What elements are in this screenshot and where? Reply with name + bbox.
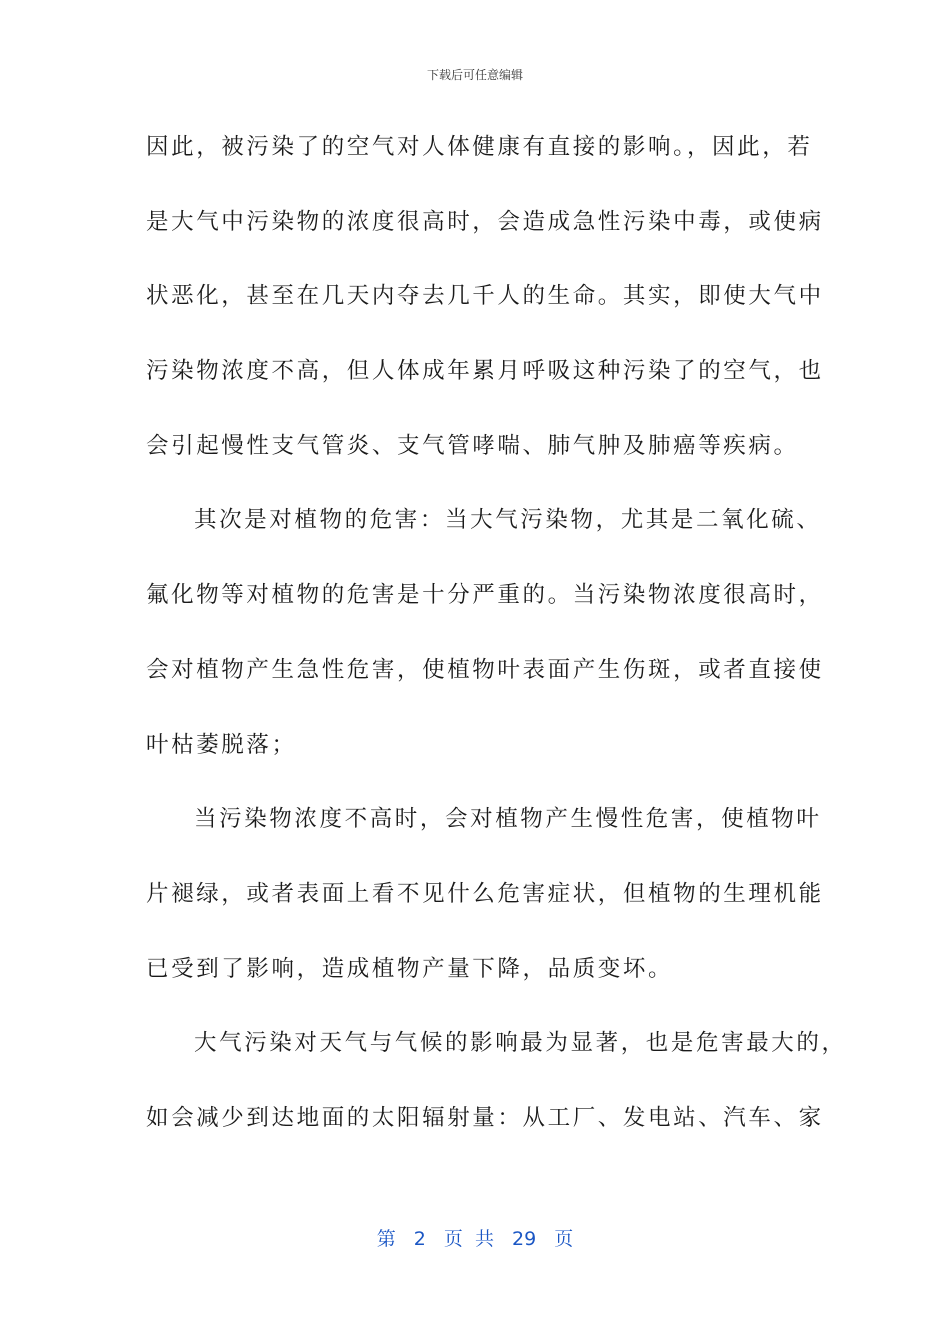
text-line: 会对植物产生急性危害，使植物叶表面产生伤斑，或者直接使: [146, 656, 824, 683]
text-line: 片褪绿，或者表面上看不见什么危害症状，但植物的生理机能: [146, 880, 824, 907]
page-suffix: 页: [554, 1228, 574, 1250]
paragraph-start-line: 当污染物浓度不高时，会对植物产生慢性危害，使植物叶: [194, 806, 822, 833]
current-page-number: 2: [413, 1228, 426, 1250]
document-body: [146, 124, 847, 1170]
page-footer: [0, 1224, 950, 1251]
paragraph-start-line: 其次是对植物的危害：当大气污染物，尤其是二氧化硫、: [194, 507, 822, 534]
page-middle-label: 页 共: [443, 1228, 494, 1250]
text-line: 叶枯萎脱落；: [146, 731, 297, 758]
page-prefix: 第: [376, 1228, 396, 1250]
text-line: 会引起慢性支气管炎、支气管哮喘、肺气肿及肺癌等疾病。: [146, 432, 799, 459]
text-line: 已受到了影响，造成植物产量下降，品质变坏。: [146, 955, 674, 982]
text-line: 如会减少到达地面的太阳辐射量：从工厂、发电站、汽车、家: [146, 1104, 824, 1131]
text-line: 状恶化，甚至在几天内夺去几千人的生命。其实，即使大气中: [146, 283, 824, 310]
page-header: 下载后可任意编辑: [426, 68, 523, 82]
text-line: 污染物浓度不高，但人体成年累月呼吸这种污染了的空气，也: [146, 358, 824, 385]
text-line: 是大气中污染物的浓度很高时，会造成急性污染中毒，或使病: [146, 208, 824, 235]
text-line: 因此，被污染了的空气对人体健康有直接的影响。，因此，若: [146, 134, 813, 160]
text-line: 氟化物等对植物的危害是十分严重的。当污染物浓度很高时，: [146, 582, 824, 609]
paragraph-start-line: 大气污染对天气与气候的影响最为显著，也是危害最大的，: [194, 1030, 847, 1057]
total-page-number: 29: [512, 1228, 537, 1250]
